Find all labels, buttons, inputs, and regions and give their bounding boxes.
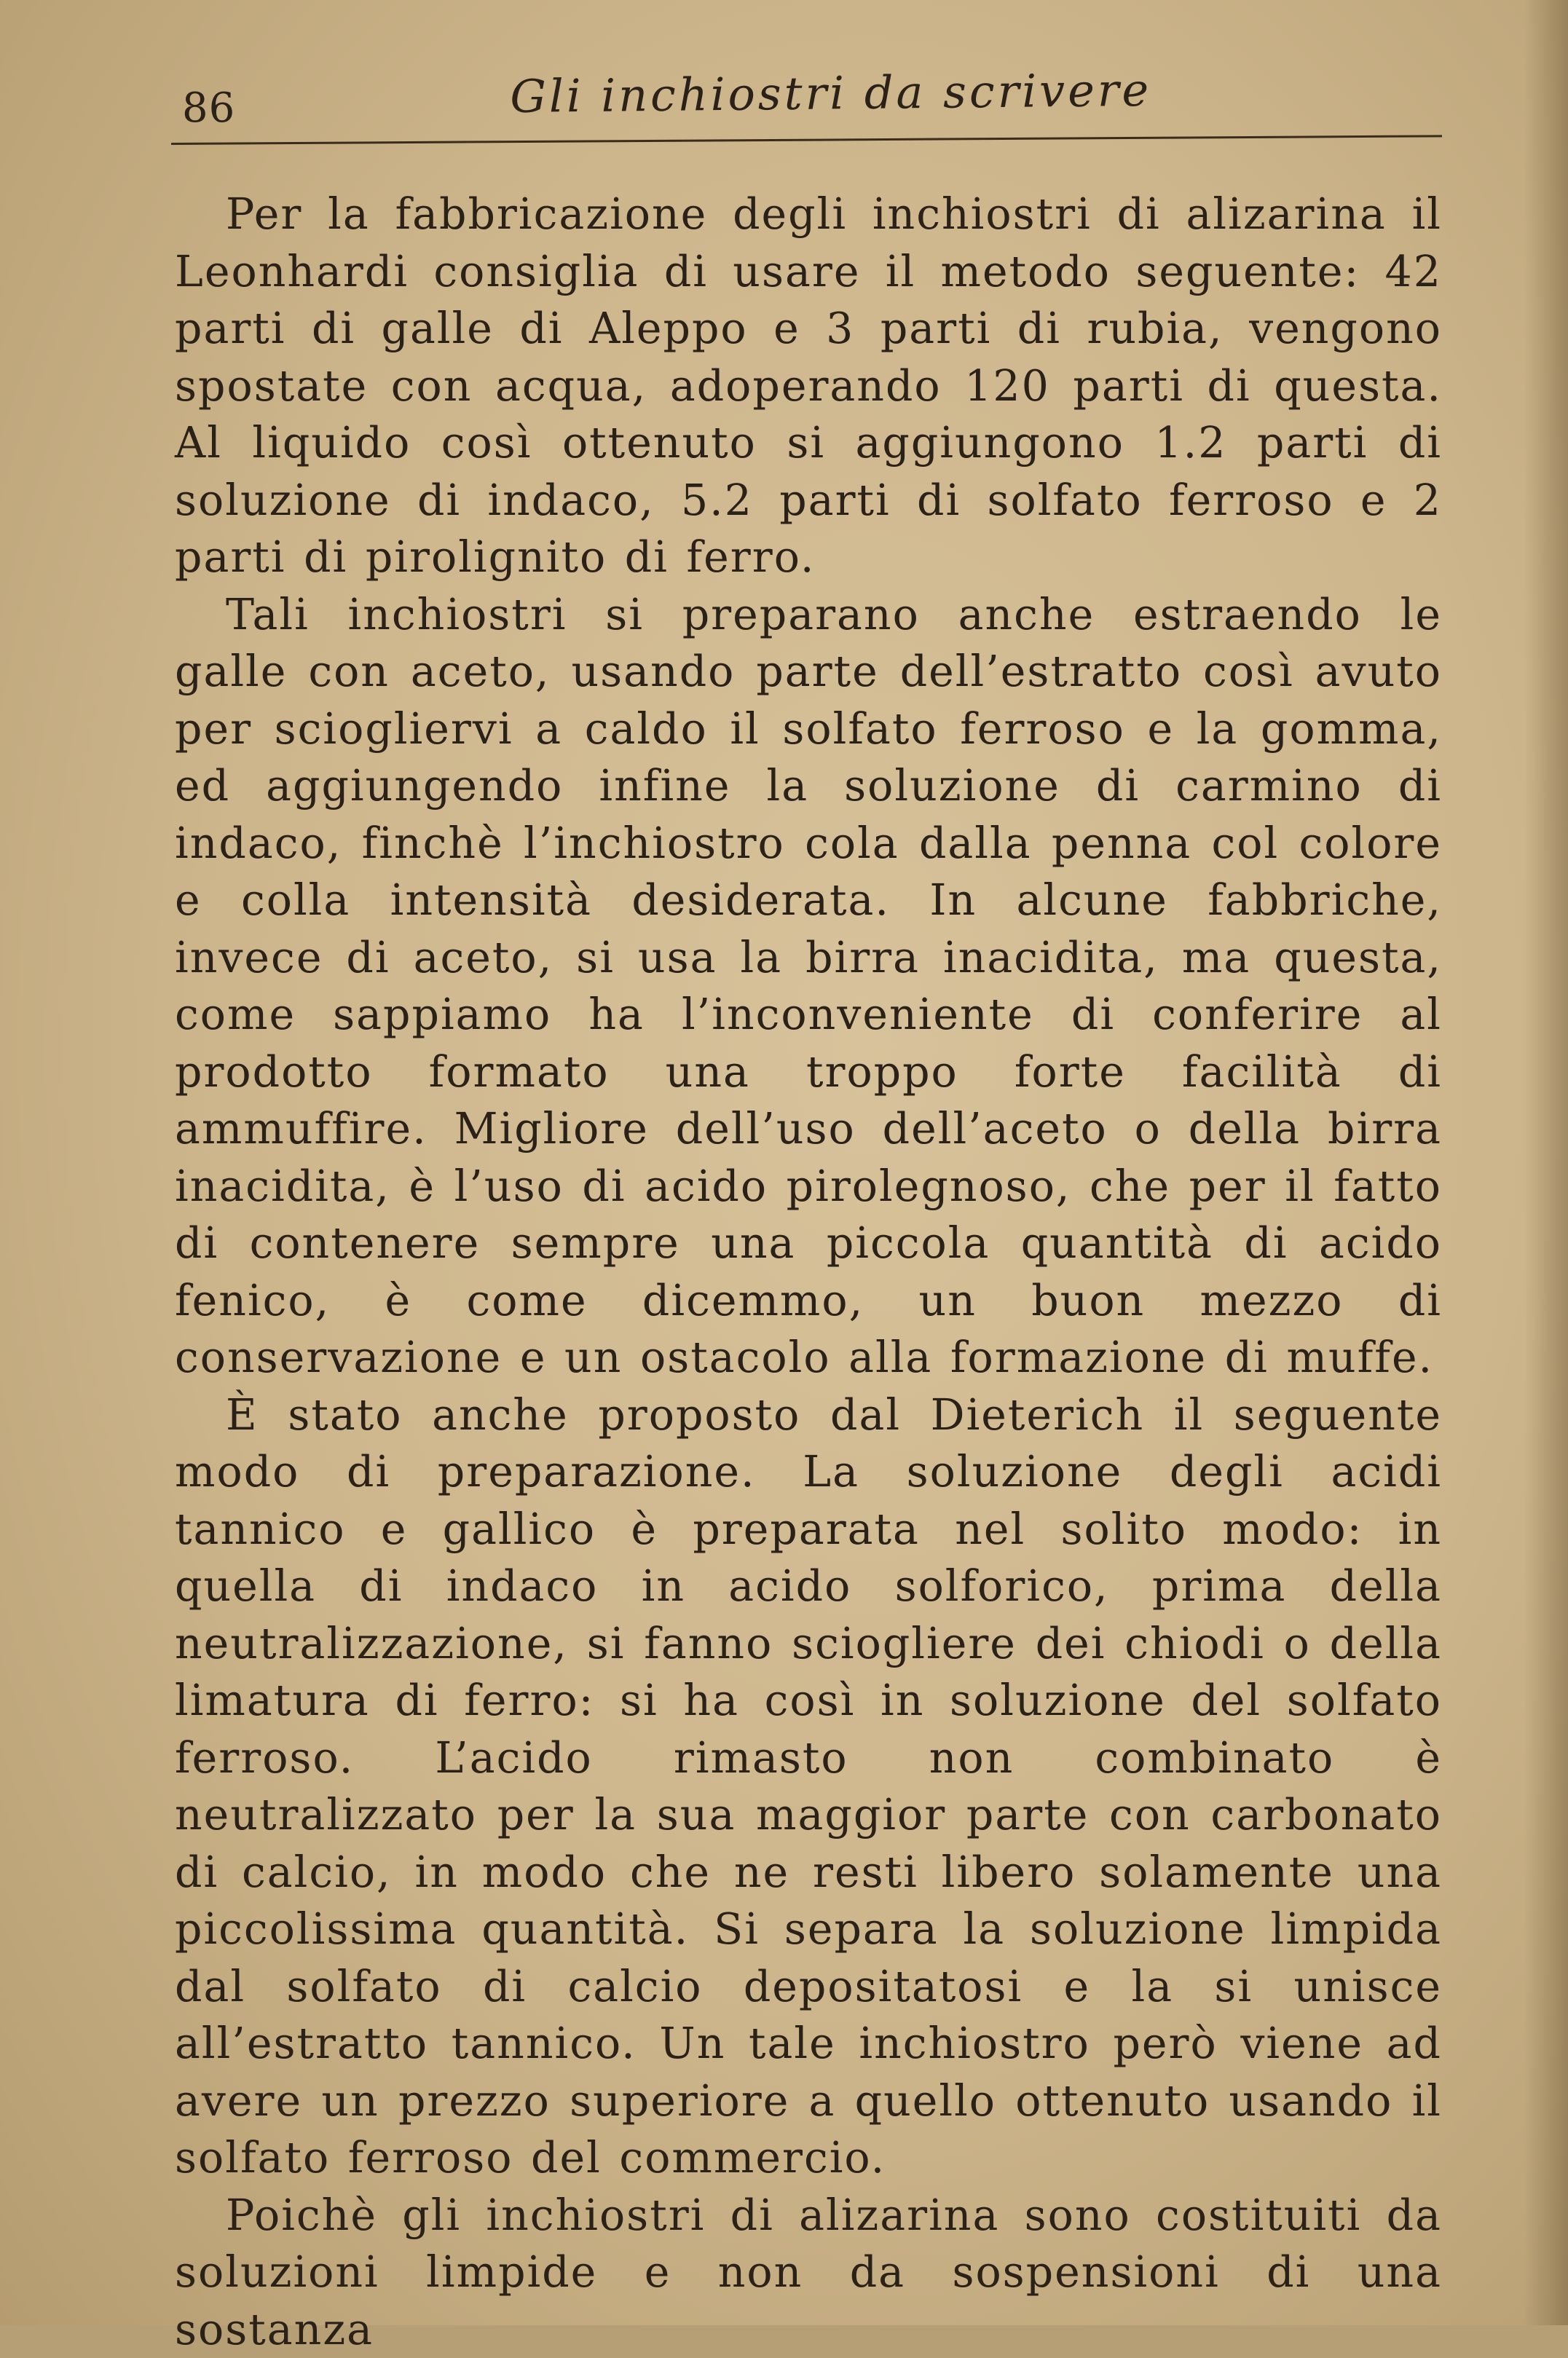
page-edge-shadow xyxy=(1524,0,1568,2325)
paragraph: Tali inchiostri si preparano anche estraendo le galle con aceto, usando parte dell’estratto così avuto per sciogliervi a caldo il solfato ferroso e la gomma, ed aggiungendo infine la soluzione di carmino di indaco, finchè l’inchiostro cola dalla penna col colore e colla intensità desiderata. In alcune fabbriche, invece di aceto, si usa la birra inacidita, ma questa, come sappiamo ha l’inconveniente di conferire al prodotto formato una troppo forte facilità di ammuffire. Migliore dell’uso dell’aceto o della birra inacidita, è l’uso di acido pirolegnoso, che per il fatto di contenere sempre una piccola quantità di acido fenico, è come dicemmo, un buon mezzo di conservazione e un ostacolo alla formazione di muffe. xyxy=(175,586,1442,1387)
page-number: 86 xyxy=(182,84,235,132)
page-header xyxy=(182,70,1442,143)
paragraph: Per la fabbricazione degli inchiostri di alizarina il Leonhardi consiglia di usare il metodo seguente: 42 parti di galle di Aleppo e 3 parti di rubia, vengono spostate con acqua, adoperando 120 parti di questa. Al liquido così ottenuto si aggiungono 1.2 parti di soluzione di indaco, 5.2 parti di solfato ferroso e 2 parti di pirolignito di ferro. xyxy=(175,186,1442,586)
body-text xyxy=(175,186,1442,2358)
paragraph: È stato anche proposto dal Dieterich il seguente modo di preparazione. La soluzione degli acidi tannico e gallico è preparata nel solito modo: in quella di indaco in acido solforico, prima della neutralizzazione, si fanno sciogliere dei chiodi o della limatura di ferro: si ha così in soluzione del solfato ferroso. L’acido rimasto non combinato è neutralizzato per la sua maggior parte con carbonato di calcio, in modo che ne resti libero solamente una piccolissima quantità. Si separa la soluzione limpida dal solfato di calcio depositatosi e la si unisce all’estratto tannico. Un tale inchiostro però viene ad avere un prezzo superiore a quello ottenuto usando il solfato ferroso del commercio. xyxy=(175,1387,1442,2187)
running-title: Gli inchiostri da scrivere xyxy=(510,63,1152,123)
paragraph: Poichè gli inchiostri di alizarina sono costituiti da soluzioni limpide e non da sospensioni di una sostanza xyxy=(175,2187,1442,2358)
